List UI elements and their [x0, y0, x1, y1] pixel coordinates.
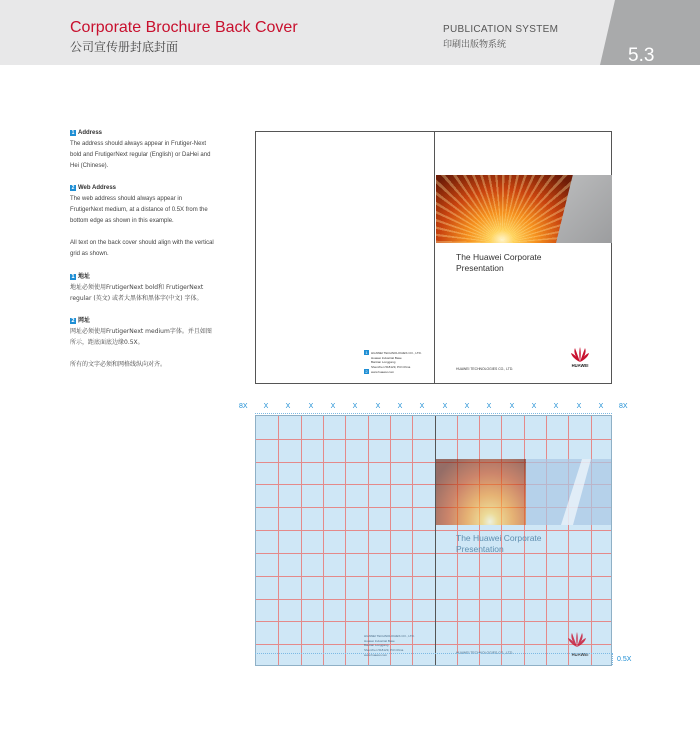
page-title-chinese: 公司宣传册封底封面 [70, 40, 179, 54]
address-line [364, 350, 422, 356]
grid-column-label: X [509, 403, 515, 410]
section-title: PUBLICATION SYSTEM [443, 24, 559, 35]
grid-column-label: X [442, 403, 448, 410]
number-badge: 2 [71, 185, 75, 191]
grid-row-line [256, 530, 611, 531]
grid-column-label: X [598, 403, 604, 410]
section-title-chinese: 印刷出版物系统 [443, 40, 507, 50]
grid-mockup [255, 415, 612, 666]
grid-spine-fold [435, 416, 436, 665]
grid-column-line [412, 416, 413, 665]
note-address-heading [70, 128, 215, 139]
note-heading: Web Address [78, 185, 117, 191]
grid-row-line [256, 644, 611, 645]
note-address-heading-cn [70, 271, 215, 282]
grid-column-label: X [397, 403, 403, 410]
note-heading: Address [78, 130, 103, 136]
grid-row-line [256, 576, 611, 577]
cover-title: The Huawei Corporate Presentation [456, 252, 542, 273]
number-badge: 1 [71, 274, 75, 280]
address-line: Bantian Longgang [364, 643, 389, 648]
grid-column-line [345, 416, 346, 665]
note-web-text: The web address should always appear in FrutigerNext medium, at a distance of 0.5X from the bottom edge as shown in this example. [70, 196, 208, 224]
page-number: 5.3 [628, 45, 655, 66]
grid-column-label: X [464, 403, 470, 410]
grid-cover-company: HUAWEI TECHNOLOGIES CO., LTD. [456, 651, 514, 655]
grid-cover-photo [436, 459, 526, 525]
note-web-text-cn: 网址必须使用FrutigerNext medium字体。并且如图所示，距底面底边缘0.5X。 [70, 328, 212, 346]
grid-column-label: X [352, 403, 358, 410]
cover-company: HUAWEI TECHNOLOGIES CO., LTD. [456, 367, 514, 371]
grid-column-label: X [285, 403, 291, 410]
address-line: Bantian Longgang [371, 360, 396, 365]
huawei-logo [566, 347, 594, 368]
logo-wordmark: HUAWEI [571, 652, 589, 657]
grid-back-web-address: www.huawei.com [364, 653, 388, 657]
back-address [364, 350, 422, 369]
grid-column-line [390, 416, 391, 665]
note-web-heading-cn [70, 315, 215, 326]
note-address-text-cn: 地址必须使用FrutigerNext bold和 FrutigerNext regular (英文) 或者大黑体和黑体字(中文) 字体。 [70, 284, 204, 302]
grid-column-label: X [553, 403, 559, 410]
note-align-text-cn: 所有的文字必须和网格线纵向对齐。 [70, 361, 167, 368]
spine-fold [434, 132, 435, 383]
grid-column-label: X [330, 403, 336, 410]
grid-row-line [256, 599, 611, 600]
grid-edge-label-left: 8X [239, 403, 248, 410]
grid-back-address [364, 634, 415, 652]
grid-column-label: X [576, 403, 582, 410]
grid-column-line [278, 416, 279, 665]
grid-column-label: X [308, 403, 314, 410]
grid-cover-band [526, 459, 612, 525]
grid-column-line [591, 416, 592, 665]
address-line: Shenzhen 518129, P.R.China [364, 647, 404, 652]
address-line-text: HUAWEI TECHNOLOGIES CO., LTD. [371, 351, 422, 355]
grid-edge-label-right: 8X [619, 403, 628, 410]
number-badge: 1 [71, 130, 75, 136]
grid-guide-bottom [255, 653, 612, 654]
grid-column-line [323, 416, 324, 665]
address-line: Shenzhen 518129, P.R.China [371, 364, 411, 369]
logo-wordmark: HUAWEI [571, 363, 589, 368]
grid-column-label: X [486, 403, 492, 410]
address-line: Huawei Industrial Base [364, 638, 395, 643]
number-badge: 1 [365, 350, 368, 355]
grid-row-line [256, 439, 611, 440]
note-web-heading [70, 183, 215, 194]
grid-column-line [301, 416, 302, 665]
grid-column-label: X [419, 403, 425, 410]
back-web-address [364, 369, 394, 374]
web-address-text: www.huawei.com [371, 370, 395, 374]
grid-column-label: X [531, 403, 537, 410]
address-line: Huawei Industrial Base [371, 355, 402, 360]
grid-column-line [368, 416, 369, 665]
number-badge: 2 [71, 318, 75, 324]
note-address-text: The address should always appear in Frutiger-Next bold and FrutigerNext regular (English) or DaHei and Hei (Chinese). [70, 141, 211, 169]
bottom-margin-label: 0.5X [617, 656, 632, 663]
brochure-mockup [255, 131, 612, 384]
guideline-notes [70, 128, 215, 381]
note-heading: 地址 [78, 273, 91, 280]
grid-column-label: X [375, 403, 381, 410]
number-badge: 2 [365, 369, 368, 374]
huawei-flower-icon [566, 632, 588, 647]
page-title: Corporate Brochure Back Cover [70, 19, 298, 36]
grid-swoosh [561, 459, 591, 525]
grid-column-label: X [263, 403, 269, 410]
note-align-text: All text on the back cover should align with the vertical grid as shown. [70, 240, 214, 257]
header-band [0, 0, 700, 65]
grid-row-line [256, 621, 611, 622]
note-heading: 网址 [78, 317, 91, 324]
huawei-flower-icon [569, 347, 591, 362]
grid-cover-title: The Huawei Corporate Presentation [456, 533, 542, 554]
grid-guide-top [255, 413, 612, 414]
address-line: HUAWEI TECHNOLOGIES CO., LTD. [364, 634, 415, 638]
